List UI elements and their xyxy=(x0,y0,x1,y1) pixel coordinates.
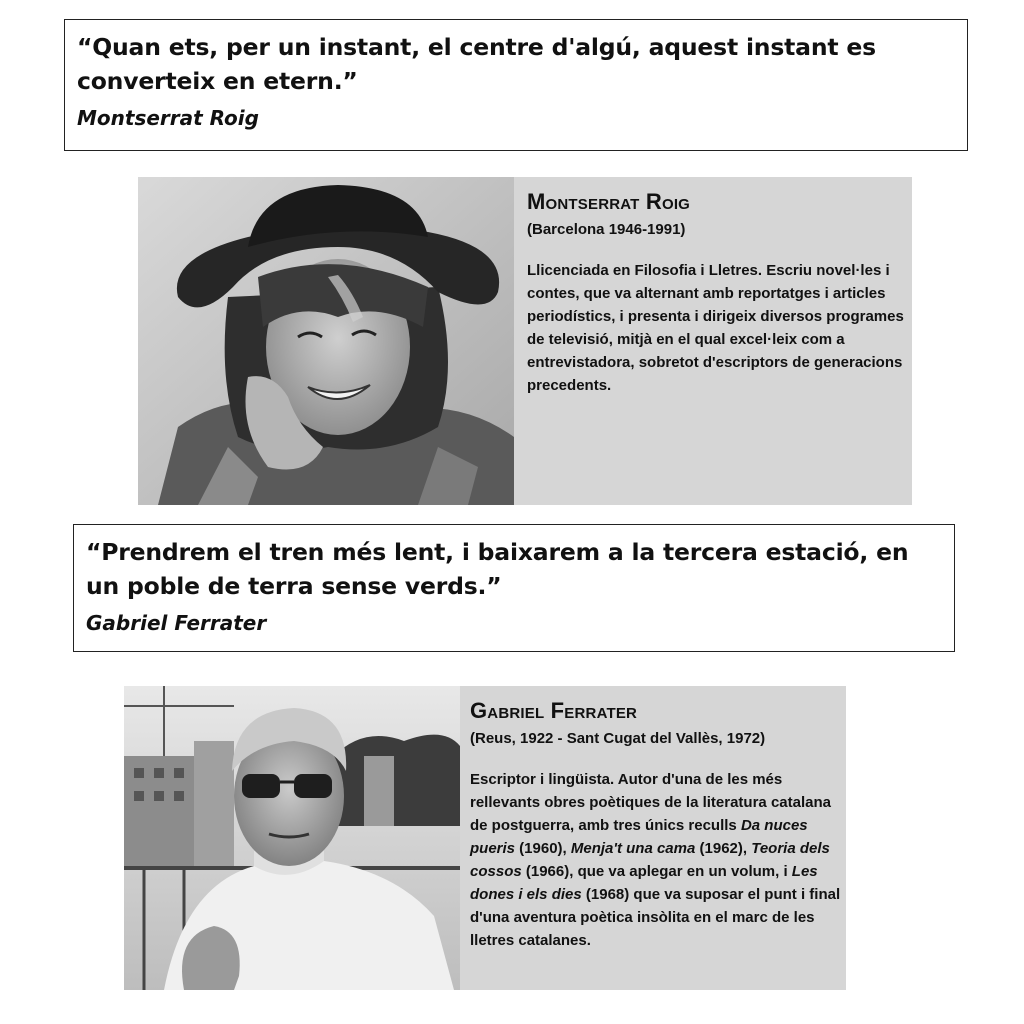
bio-description-text: (1966), que va aplegar en un volum, i xyxy=(521,863,792,880)
bio-name: Gabriel Ferrater xyxy=(470,698,638,723)
book-title: Menja't una cama xyxy=(570,840,696,857)
book-title: Les dones i els dies xyxy=(470,863,818,903)
bio-dates: (Barcelona 1946-1991) xyxy=(527,221,686,238)
bio-description-text: Escriptor i lingüista. Autor d'una de les més rellevants obres poètiques de la literatura catalana de postguerra, amb tres únics reculls xyxy=(470,771,831,834)
bio-card-roig xyxy=(138,177,912,505)
bio-description-text: (1962), xyxy=(695,840,752,857)
bio-dates: (Reus, 1922 - Sant Cugat del Vallès, 1972) xyxy=(470,730,766,747)
bio-card-ferrater xyxy=(124,686,846,990)
bio-name: Montserrat Roig xyxy=(527,189,691,214)
bio-description-text: (1960), xyxy=(515,840,571,857)
book-title: Teoria dels cossos xyxy=(470,840,830,880)
bio-text-roig xyxy=(527,188,912,397)
portrait-photo-ferrater xyxy=(124,686,460,990)
quote-box-ferrater xyxy=(73,524,955,652)
bio-description-text: Llicenciada en Filosofia i Lletres. Escriu novel·les i contes, que va alternant amb reportatges i articles periodístics, i presenta i dirigeix diversos programes de televisió, mitjà en el qual excel·leix com a entrevistadora, sobretot d'escriptors de generacions precedents. xyxy=(527,262,904,394)
bio-description-text: (1968) que va suposar el punt i final d'una aventura poètica insòlita en el marc de les lletres catalanes. xyxy=(470,886,841,949)
quote-text: “Prendrem el tren més lent, i baixarem a la tercera estació, en un poble de terra sense verds.” xyxy=(86,538,909,600)
bio-description xyxy=(470,768,846,952)
bio-description xyxy=(527,259,912,397)
quote-author: Montserrat Roig xyxy=(77,106,259,130)
bio-text-ferrater xyxy=(470,697,846,952)
quote-box-roig xyxy=(64,19,968,151)
book-title: Da nuces pueris xyxy=(470,817,808,857)
portrait-photo-roig xyxy=(138,177,514,505)
quote-text: “Quan ets, per un instant, el centre d'algú, aquest instant es converteix en etern.” xyxy=(77,33,876,95)
quote-author: Gabriel Ferrater xyxy=(86,611,267,635)
